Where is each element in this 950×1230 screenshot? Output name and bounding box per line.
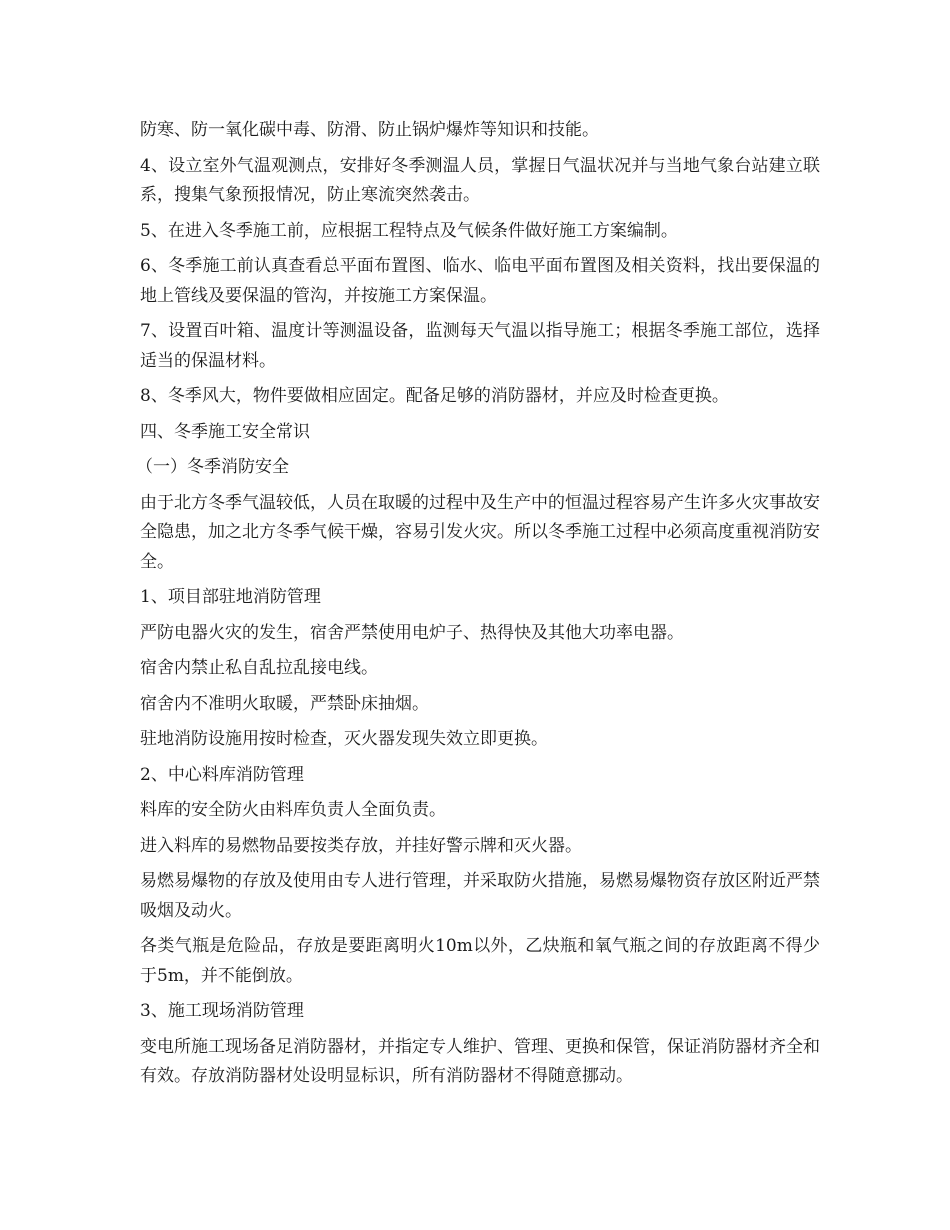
- heading-site-fire-management: 3、施工现场消防管理: [140, 1001, 304, 1021]
- heading-warehouse-fire-management: 2、中心料库消防管理: [140, 764, 304, 785]
- paragraph-item-6: 6、冬季施工前认真查看总平面布置图、临水、临电平面布置图及相关资料，找出要保温的地上管线及要保温的管沟，并按施工方案保温。: [140, 256, 820, 306]
- paragraph-item-5: 5、在进入冬季施工前，应根据工程特点及气候条件做好施工方案编制。: [140, 220, 678, 241]
- paragraph-wiring-rule: 宿舍内禁止私自乱拉乱接电线。: [140, 658, 378, 678]
- paragraph-site-fire-equipment: 变电所施工现场备足消防器材，并指定专人维护、管理、更换和保管，保证消防器材齐全和有效。存放消防器材处设明显标识，所有消防器材不得随意挪动。: [140, 1036, 820, 1086]
- paragraph-electrical-fire: 严防电器火灾的发生，宿舍严禁使用电炉子、热得快及其他大功率电器。: [140, 622, 684, 643]
- document-body: [136, 116, 820, 1098]
- paragraph-fire-risk-intro: 由于北方冬季气温较低，人员在取暖的过程中及生产中的恒温过程容易产生许多火灾事故安全隐患，加之北方冬季气候干燥，容易引发火灾。所以冬季施工过程中必须高度重视消防安全。: [140, 492, 820, 572]
- paragraph-warehouse-responsibility: 料库的安全防火由料库负责人全面负责。: [140, 800, 446, 820]
- paragraph-item-4: 4、设立室外气温观测点，安排好冬季测温人员，掌握日气温状况并与当地气象台站建立联系，搜集气象预报情况，防止寒流突然袭击。: [140, 155, 820, 205]
- paragraph-item-8: 8、冬季风大，物件要做相应固定。配备足够的消防器材，并应及时检查更换。: [140, 386, 729, 406]
- heading-camp-fire-management: 1、项目部驻地消防管理: [140, 587, 321, 607]
- paragraph-open-flame-rule: 宿舍内不准明火取暖，严禁卧床抽烟。: [140, 693, 429, 714]
- paragraph-explosives-management: 易燃易爆物的存放及使用由专人进行管理，并采取防火措施，易燃易爆物资存放区附近严禁吸烟及动火。: [140, 871, 820, 921]
- paragraph-item-7: 7、设置百叶箱、温度计等测温设备，监测每天气温以指导施工；根据冬季施工部位，选择适当的保温材料。: [140, 321, 820, 371]
- paragraph-extinguisher-check: 驻地消防设施用按时检查，灭火器发现失效立即更换。: [140, 729, 548, 749]
- paragraph-gas-cylinders: 各类气瓶是危险品，存放是要距离明火10m以外，乙炔瓶和氧气瓶之间的存放距离不得少于5m，并不能倒放。: [140, 936, 820, 986]
- paragraph-flammables-storage: 进入料库的易燃物品要按类存放，并挂好警示牌和灭火器。: [140, 835, 582, 856]
- section-heading-winter-safety: 四、冬季施工安全常识: [140, 421, 310, 442]
- paragraph-safety-knowledge: 防寒、防一氧化碳中毒、防滑、防止锅炉爆炸等知识和技能。: [140, 120, 599, 140]
- subsection-heading-fire-safety: （一）冬季消防安全: [136, 457, 289, 477]
